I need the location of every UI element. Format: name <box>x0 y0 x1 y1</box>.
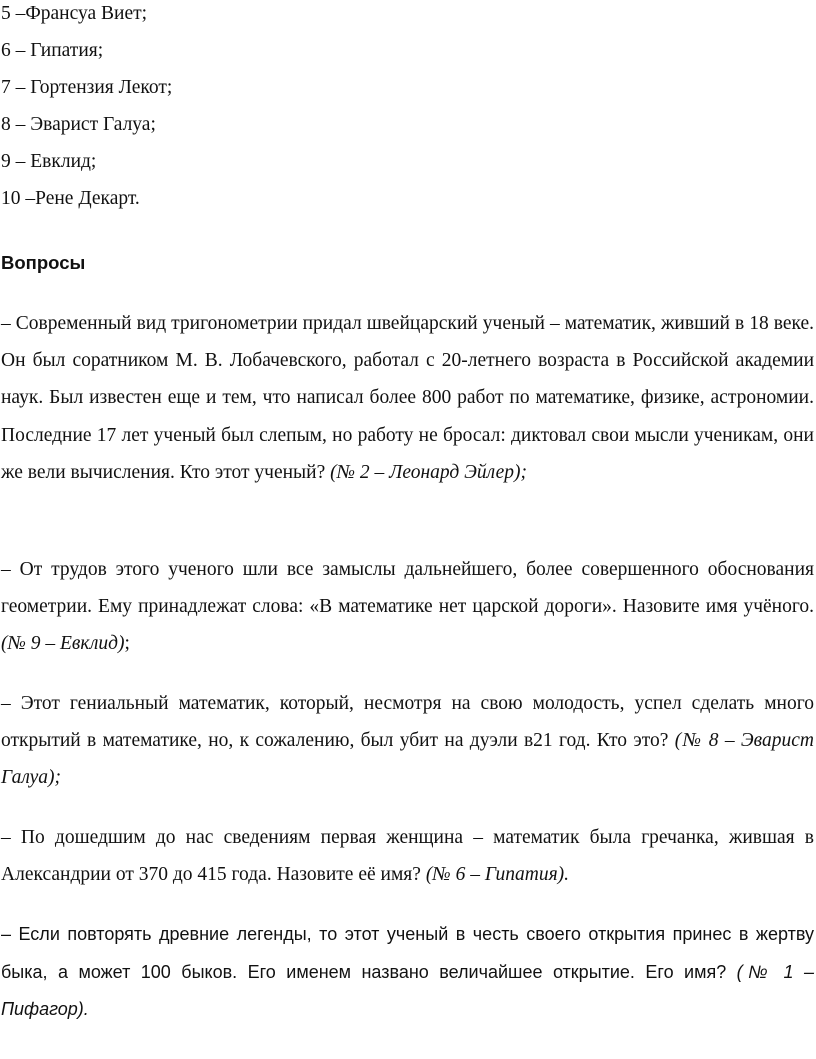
question-text: – По дошедшим до нас сведениям первая женщина – математик была гречанка, жившая в Александрии от 370 до 415 года. Назовите её имя? <box>1 827 814 886</box>
question-paragraph <box>1 685 814 797</box>
list-item: 10 –Рене Декарт. <box>1 188 140 209</box>
list-item: 8 – Эварист Галуа; <box>1 114 156 135</box>
list-item: 5 –Франсуа Виет; <box>1 3 148 24</box>
question-text: – От трудов этого ученого шли все замыслы дальнейшего, более совершенного обоснования геометрии. Ему принадлежат слова: «В математике нет царской дороги». Назовите имя учёного. <box>1 559 814 618</box>
question-paragraph <box>1 916 814 1029</box>
section-heading: Вопросы <box>1 252 86 273</box>
list-item: 9 – Евклид; <box>1 151 97 172</box>
question-paragraph <box>1 819 814 893</box>
answer-options-list <box>1 0 172 217</box>
question-text: – Современный вид тригонометрии придал швейцарский ученый – математик, живший в 18 веке. Он был соратником М. В. Лобачевского, работал с 20-летнего возраста в Российской академии наук. Был известен еще и тем, что написал более 800 работ по математике, физике, астрономии. Последние 17 лет ученый был слепым, но работу не бросал: диктовал свои мысли ученикам, они же вели вычисления. Кто этот ученый? <box>1 313 814 483</box>
question-paragraph <box>1 551 814 663</box>
question-text: – Если повторять древние легенды, то этот ученый в честь своего открытия принес в жертву быка, а может 100 быков. Его именем названо величайшее открытие. Его имя? <box>1 924 814 982</box>
question-text: – Этот гениальный математик, который, несмотря на свою молодость, успел сделать много открытий в математике, но, к сожалению, был убит на дуэли в21 год. Кто это? <box>1 693 814 752</box>
question-paragraph <box>1 305 814 491</box>
list-item: 6 – Гипатия; <box>1 40 104 61</box>
question-answer: (№ 9 – Евклид) <box>1 633 125 655</box>
list-item: 7 – Гортензия Лекот; <box>1 77 173 98</box>
question-answer: (№ 1 – Пифагор). <box>1 961 814 1019</box>
question-answer: (№ 6 – Гипатия). <box>425 864 570 886</box>
question-tail: ; <box>124 633 130 655</box>
question-answer: (№ 2 – Леонард Эйлер); <box>330 461 528 483</box>
question-answer: (№ 8 – Эварист Галуа); <box>1 730 814 789</box>
